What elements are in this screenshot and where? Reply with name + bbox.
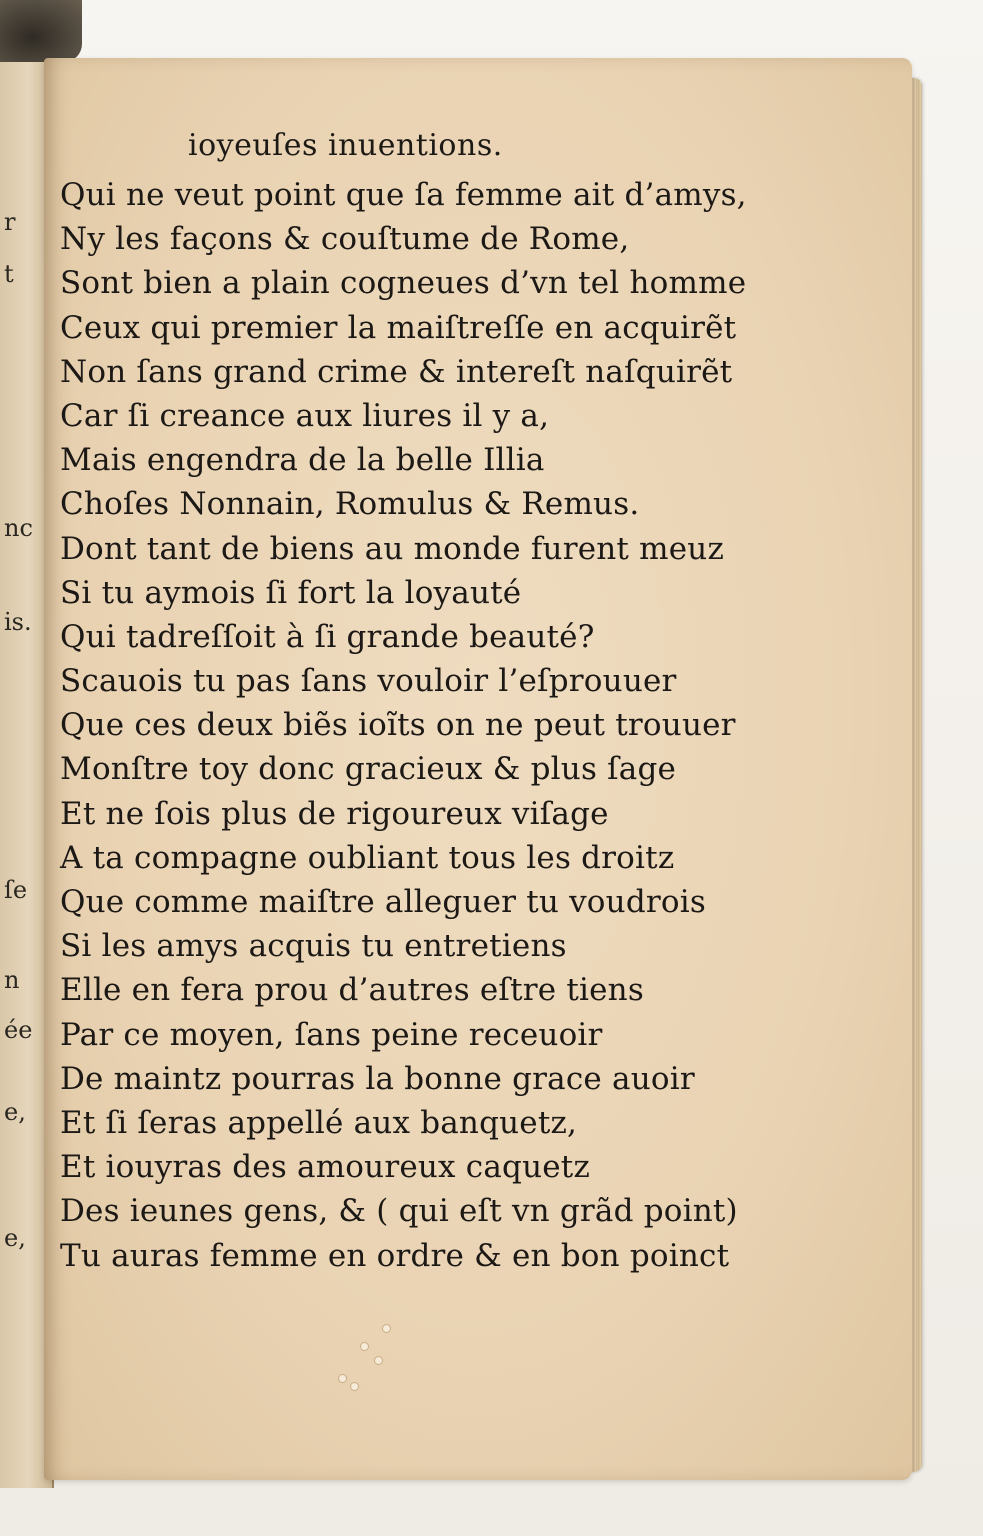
binding-clasp [0,0,82,62]
poem-text [60,176,780,1281]
left-page-fragment: n [4,966,20,994]
left-page-fragment: is. [4,608,32,636]
paper-speck [374,1356,383,1365]
left-page-fragment: e, [4,1098,26,1126]
verse-line: Ny les façons & couſtume de Rome, [60,221,630,258]
paper-speck [338,1374,347,1383]
left-page-fragment: e, [4,1224,26,1252]
verse-line: Que ces deux biẽs ioĩts on ne peut trouuer [60,707,736,744]
verse-line: Sont bien a plain cogneues d’vn tel homme [60,265,747,302]
verse-line: Dont tant de biens au monde furent meuz [60,530,724,567]
verse-line: Tu auras femme en ordre & en bon poinct [60,1237,730,1274]
running-head: ioyeuſes inuentions. [188,128,503,163]
verse-line: Qui tadreſſoit à ſi grande beauté? [60,618,595,655]
verse-line: Qui ne veut point que ſa femme ait d’amys, [60,177,747,213]
left-page-fragment: t [4,260,14,288]
left-page-fragment: nc [4,514,33,542]
verse-line: Et ſi ſeras appellé aux banquetz, [60,1104,578,1141]
left-page-fragment: ſe [4,876,28,904]
left-page-fragment: r [4,208,16,236]
paper-speck [360,1342,369,1351]
verse-line: Et ne ſois plus de rigoureux viſage [60,795,609,832]
verse-line: Non ſans grand crime & intereſt naſquirẽt [60,353,733,390]
verse-line: Elle en fera prou d’autres eſtre tiens [60,972,644,1009]
verse-line: Si tu aymois ſi fort la loyauté [60,574,522,611]
verse-line: Scauois tu pas ſans vouloir l’eſprouuer [60,663,677,700]
verse-line: Par ce moyen, ſans peine receuoir [60,1016,603,1053]
verse-line: Monſtre toy donc gracieux & plus ſage [60,751,677,788]
paper-specks [330,1322,410,1402]
paper-speck [382,1324,391,1333]
verse-line: Mais engendra de la belle Illia [60,442,545,479]
left-page-fragment: ée [4,1016,33,1044]
verse-line: Des ieunes gens, & ( qui eſt vn grãd point) [60,1193,738,1230]
verse-line: Que comme maiſtre alleguer tu voudrois [60,884,706,920]
verse-line: Si les amys acquis tu entretiens [60,928,567,965]
verse-line: Choſes Nonnain, Romulus & Remus. [60,486,640,523]
verse-line: Ceux qui premier la maiſtreſſe en acquirẽt [60,309,737,346]
paper-speck [350,1382,359,1391]
verse-line: Et iouyras des amoureux caquetz [60,1149,590,1186]
verse-line: De maintz pourras la bonne grace auoir [60,1060,695,1097]
verse-line: Car ſi creance aux liures il y a, [60,397,550,434]
verse-line: A ta compagne oubliant tous les droitz [60,839,675,876]
